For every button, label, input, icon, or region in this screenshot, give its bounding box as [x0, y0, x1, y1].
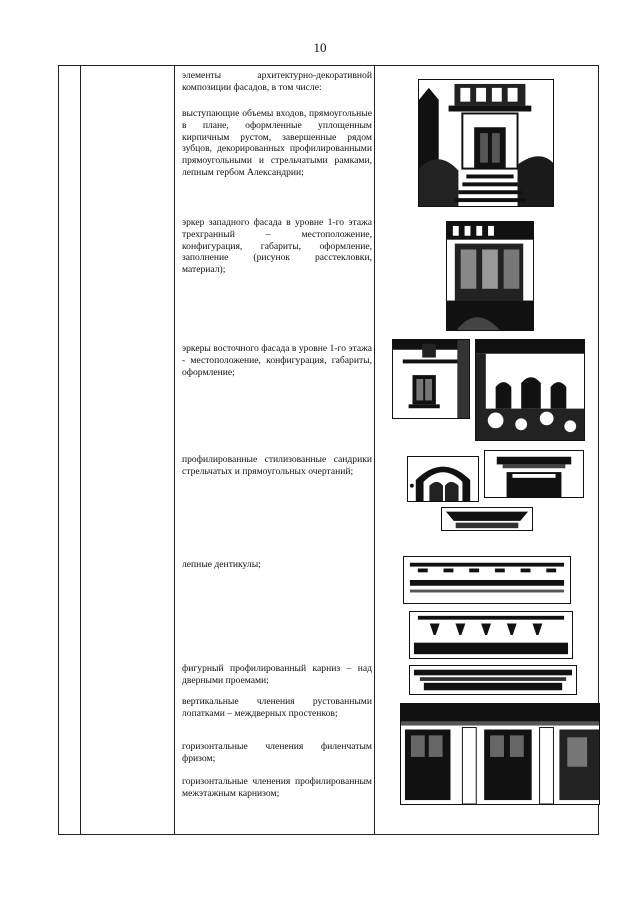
dentils-photo-2 — [409, 611, 573, 659]
window-hood-detail-photo — [441, 507, 533, 531]
east-bay-window-photo-1 — [392, 339, 470, 419]
entrance-porch-photo — [418, 79, 554, 207]
dentils-photo-1 — [403, 556, 571, 604]
column-divider-1 — [80, 66, 81, 834]
item-text: вертикальные членения рустованными лопатками – междверных простенков; — [182, 696, 372, 719]
east-bay-window-photo-2 — [475, 339, 585, 441]
column-divider-3 — [374, 66, 375, 834]
pointed-window-hood-photo — [407, 456, 479, 502]
item-text: профилированные стилизованные сандрики стрельчатых и прямоугольных очертаний; — [182, 454, 372, 477]
item-text: горизонтальные членения филенчатым фризом; — [182, 741, 372, 764]
facade-doors-photo — [400, 703, 600, 805]
west-bay-window-photo — [446, 221, 534, 331]
page-number: 10 — [313, 40, 327, 55]
item-text: эркеры восточного фасада в уровне 1-го этажа - местоположение, конфигурация, габариты, оформление; — [182, 343, 372, 378]
door-cornice-photo — [409, 665, 577, 695]
item-text: фигурный профилированный карниз – над дверными проемами; — [182, 663, 372, 686]
item-text: выступающие объемы входов, прямоугольные в плане, оформленные уплощенным кирпичным рустом, завершенные рядом зубцов, декорированных профилированными прямоугольными и стрельчатыми рамками, лепным гербом Александрии; — [182, 108, 372, 178]
column-divider-2 — [174, 66, 175, 834]
item-text: эркер западного фасада в уровне 1-го этажа трехгранный – местоположение, конфигурация, габариты, оформление, заполнение (рисунок расстекловки, материал); — [182, 217, 372, 276]
protected-elements-table — [58, 65, 599, 835]
item-text: лепные дентикулы; — [182, 559, 261, 570]
rectangular-window-hood-photo — [484, 450, 584, 498]
item-text: горизонтальные членения профилированным межэтажным карнизом; — [182, 776, 372, 799]
item-text: элементы архитектурно-декоративной композиции фасадов, в том числе: — [182, 70, 372, 93]
